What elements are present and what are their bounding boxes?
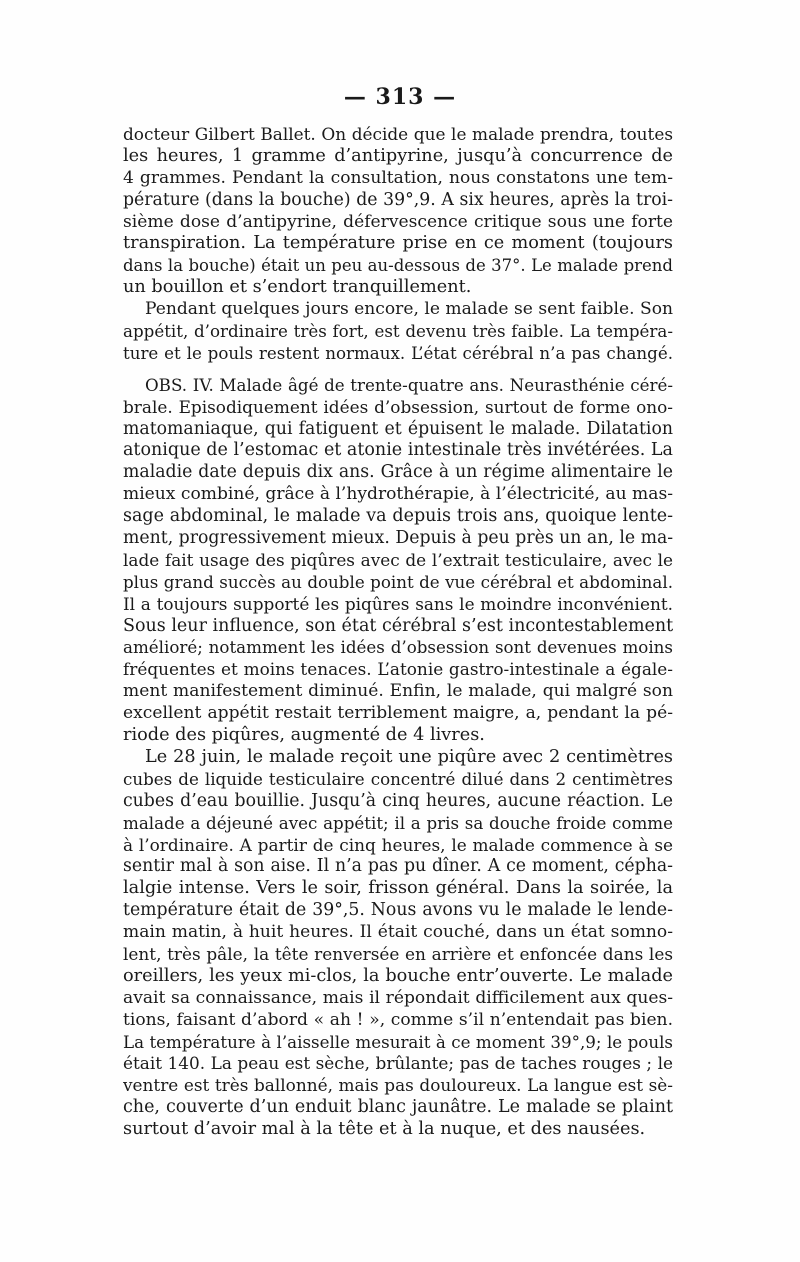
- text-line: ture et le pouls restent normaux. L’état cérébral n’a pas changé.: [123, 342, 673, 363]
- text-line: cubes d’eau bouillie. Jusqu’à cinq heures, aucune réaction. Le: [123, 790, 673, 811]
- text-line: Le 28 juin, le malade reçoit une piqûre avec 2 centimètres: [145, 746, 673, 767]
- text-line: riode des piqûres, augmenté de 4 livres.: [123, 725, 485, 746]
- text-line: pérature (dans la bouche) de 39°,9. A six heures, après la troi-: [123, 189, 673, 210]
- text-line: matomaniaque, qui fatiguent et épuisent le malade. Dilatation: [123, 418, 673, 439]
- text-line: excellent appétit restait terriblement maigre, a, pendant la pé-: [123, 703, 673, 724]
- text-line: un bouillon et s’endort tranquillement.: [123, 277, 472, 298]
- paragraph: [123, 747, 673, 1141]
- paragraph: [123, 375, 673, 747]
- text-line: Sous leur influence, son état cérébral s’est incontestablement: [123, 615, 673, 636]
- text-line: ment manifestement diminué. Enfin, le malade, qui malgré son: [123, 681, 673, 702]
- text-line: à l’ordinaire. A partir de cinq heures, le malade commence à se: [123, 834, 673, 855]
- text-line: lade fait usage des piqûres avec de l’extrait testiculaire, avec le: [123, 549, 673, 570]
- text-line: avait sa connaissance, mais il répondait difficilement aux ques-: [123, 987, 673, 1008]
- text-line: sage abdominal, le malade va depuis trois ans, quoique lente-: [123, 506, 673, 527]
- text-line: Il a toujours supporté les piqûres sans le moindre inconvénient.: [123, 593, 673, 614]
- text-line: amélioré; notamment les idées d’obsession sont devenues moins: [123, 637, 673, 658]
- text-line: lent, très pâle, la tête renversée en arrière et enfoncée dans les: [123, 943, 673, 964]
- text-line: brale. Episodiquement idées d’obsession, surtout de forme ono-: [123, 396, 673, 417]
- text-line: main matin, à huit heures. Il était couché, dans un état somno-: [123, 922, 673, 943]
- text-line: appétit, d’ordinaire très fort, est devenu très faible. La tempéra-: [123, 321, 673, 342]
- text-line: maladie date depuis dix ans. Grâce à un régime alimentaire le: [123, 462, 673, 483]
- text-line: 4 grammes. Pendant la consultation, nous constatons une tem-: [123, 167, 673, 188]
- text-line: transpiration. La température prise en ce moment (toujours: [123, 233, 673, 254]
- text-line: La température à l’aisselle mesurait à ce moment 39°,9; le pouls: [123, 1031, 673, 1052]
- text-line: cubes de liquide testiculaire concentré dilué dans 2 centimètres: [123, 768, 673, 789]
- text-line: atonique de l’estomac et atonie intestinale très invétérées. La: [123, 440, 673, 461]
- text-line: surtout d’avoir mal à la tête et à la nuque, et des nausées.: [123, 1119, 646, 1140]
- page-number: — 313 —: [343, 84, 457, 110]
- text-line: malade a déjeuné avec appétit; il a pris sa douche froide comme: [123, 812, 673, 833]
- paragraph-spacer: [123, 365, 673, 375]
- text-line: dans la bouche) était un peu au-dessous de 37°. Le malade prend: [123, 256, 673, 276]
- text-line: sième dose d’antipyrine, défervescence critique sous une forte: [123, 211, 673, 232]
- text-line: sentir mal à son aise. Il n’a pas pu dîner. A ce moment, cépha-: [123, 856, 673, 877]
- text-line: docteur Gilbert Ballet. On décide que le malade prendra, toutes: [123, 124, 673, 144]
- body-text: [123, 124, 673, 1141]
- text-line: plus grand succès au double point de vue cérébral et abdominal.: [123, 571, 673, 592]
- text-line: Pendant quelques jours encore, le malade se sent faible. Son: [145, 299, 673, 320]
- text-line: fréquentes et moins tenaces. L’atonie gastro-intestinale a égale-: [123, 659, 673, 680]
- text-line: tions, faisant d’abord « ah ! », comme s’il n’entendait pas bien.: [123, 1009, 673, 1030]
- text-line: OBS. IV. Malade âgé de trente-quatre ans. Neurasthénie céré-: [145, 374, 673, 395]
- paragraph: [123, 299, 673, 365]
- text-line: mieux combiné, grâce à l’hydrothérapie, à l’électricité, au mas-: [123, 484, 673, 505]
- text-line: les heures, 1 gramme d’antipyrine, jusqu’à concurrence de: [123, 145, 673, 166]
- text-line: che, couverte d’un enduit blanc jaunâtre. Le malade se plaint: [123, 1097, 673, 1118]
- text-line: ment, progressivement mieux. Depuis à peu près un an, le ma-: [123, 528, 673, 549]
- paragraph: [123, 124, 673, 299]
- text-line: était 140. La peau est sèche, brûlante; pas de taches rouges ; le: [123, 1053, 673, 1074]
- text-line: lalgie intense. Vers le soir, frisson général. Dans la soirée, la: [123, 878, 673, 899]
- text-line: température était de 39°,5. Nous avons vu le malade le lende-: [123, 900, 673, 921]
- text-line: ventre est très ballonné, mais pas douloureux. La langue est sè-: [123, 1075, 673, 1096]
- text-line: oreillers, les yeux mi-clos, la bouche entr’ouverte. Le malade: [123, 965, 673, 986]
